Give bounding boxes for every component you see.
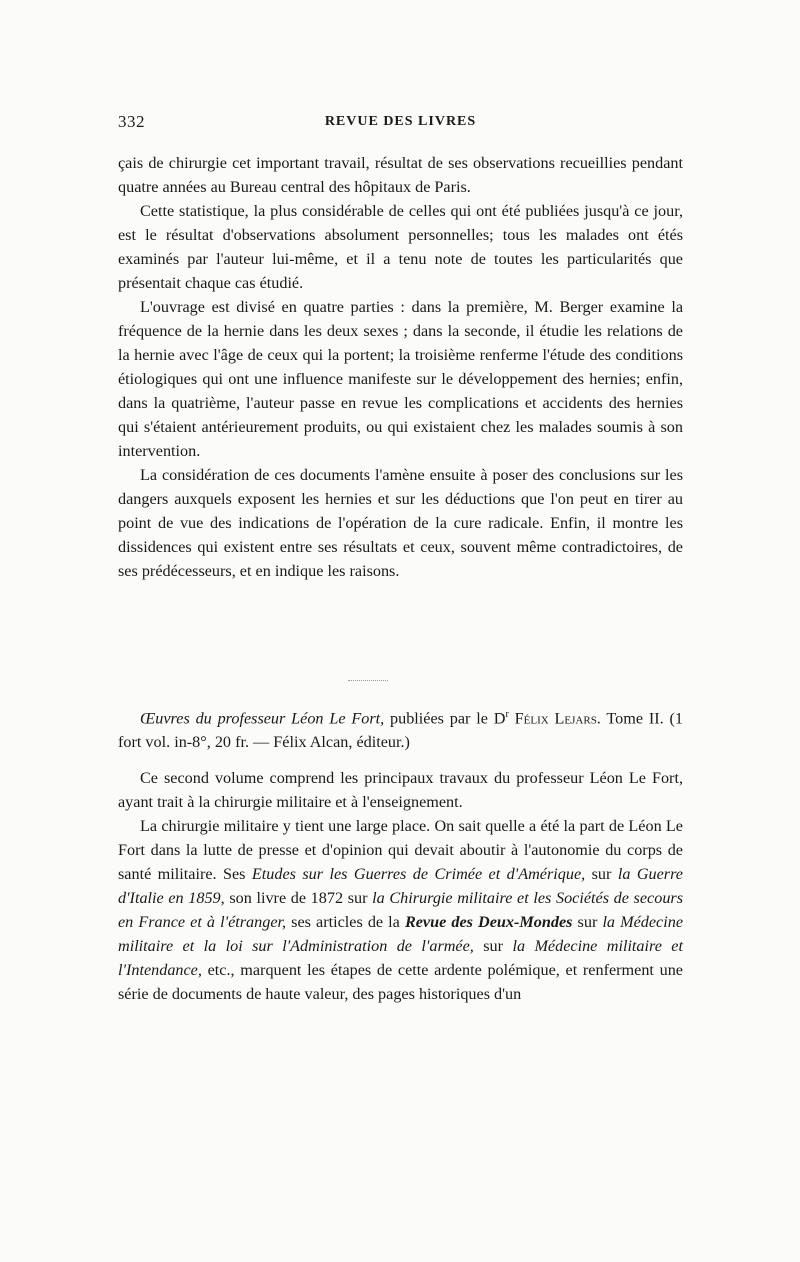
text-run: etc., marquent les étapes de cette ardente polémique, et renferment une série de documents de haute valeur, des pages historiques d'un (118, 961, 683, 1003)
running-title: REVUE DES LIVRES (324, 114, 477, 129)
section-separator (348, 680, 388, 682)
paragraph: çais de chirurgie cet important travail, résultat de ses observations recueillies pendant quatre années au Bureau central des hôpitaux de Paris. (118, 154, 683, 196)
book-details: Tome II. (1 fort vol. in-8°, 20 fr. — Félix Alcan, éditeur.) (118, 709, 683, 752)
text-run: sur (585, 865, 618, 883)
italic-title: la Médecine militaire et l'Intendance, (118, 937, 683, 979)
text-run: sur (473, 937, 513, 955)
text-run: La chirurgie militaire y tient une large place. On sait quelle a été la part de Léon Le Fort dans la lutte de presse et d'opinion qui devait aboutir à l'autonomie du corps de santé militaire. Ses (118, 817, 683, 883)
text-run: son livre de 1872 sur (224, 889, 373, 907)
paragraph (118, 814, 683, 1006)
paragraph: L'ouvrage est divisé en quatre parties : dans la première, M. Berger examine la fréquence de la hernie dans les deux sexes ; dans la seconde, il étudie les relations de la hernie avec l'âge de ceux qui la portent; la troisième renferme l'étude des conditions étiologiques qui ont une influence manifeste sur le développement des hernies; enfin, dans la quatrième, l'auteur passe en revue les complications et accidents des hernies qui s'étaient antérieurement produits, ou qui existaient chez les malades soumis à son intervention. (118, 298, 683, 460)
review-body (118, 766, 683, 1006)
editor-name: Félix Lejars. (508, 709, 601, 728)
text-run: ses articles de la (286, 913, 405, 931)
book-title: Œuvres du professeur Léon Le Fort, (140, 709, 385, 728)
italic-title: la Médecine militaire et la loi sur l'Administration de l'armée, (118, 913, 684, 955)
paragraph: Ce second volume comprend les principaux travaux du professeur Léon Le Fort, ayant trait à la chirurgie militaire et à l'enseignement. (118, 769, 683, 811)
review-continuation (118, 151, 683, 583)
review-heading (118, 703, 683, 754)
text-run: sur (572, 913, 603, 931)
italic-title: la Chirurgie militaire et les Sociétés de secours en France et à l'étranger, (118, 889, 684, 931)
italic-title: la Guerre d'Italie en 1859, (118, 865, 683, 907)
italic-title: Etudes sur les Guerres de Crimée et d'Amérique, (251, 865, 586, 883)
page-header (118, 112, 683, 136)
book-page (118, 0, 683, 1262)
paragraph: La considération de ces documents l'amène ensuite à poser des conclusions sur les dangers auxquels exposent les hernies et sur les déductions que l'on peut en tirer au point de vue des indications de l'opération de la cure radicale. Enfin, il montre les dissidences qui existent entre ses résultats et ceux, souvent même contradictoires, de ses prédécesseurs, et en indique les raisons. (118, 466, 683, 580)
heading-text: publiées par le D (384, 709, 506, 728)
paragraph: Cette statistique, la plus considérable de celles qui ont été publiées jusqu'à ce jour, est le résultat d'observations absolument personnelles; tous les malades ont étés examinés par l'auteur lui-même, et il a tenu note de toutes les particularités que présentait chaque cas étudié. (118, 202, 683, 292)
page-number: 332 (118, 112, 145, 131)
italic-title: Revue des Deux-Mondes (404, 913, 573, 931)
heading-superscript: r (505, 709, 509, 720)
